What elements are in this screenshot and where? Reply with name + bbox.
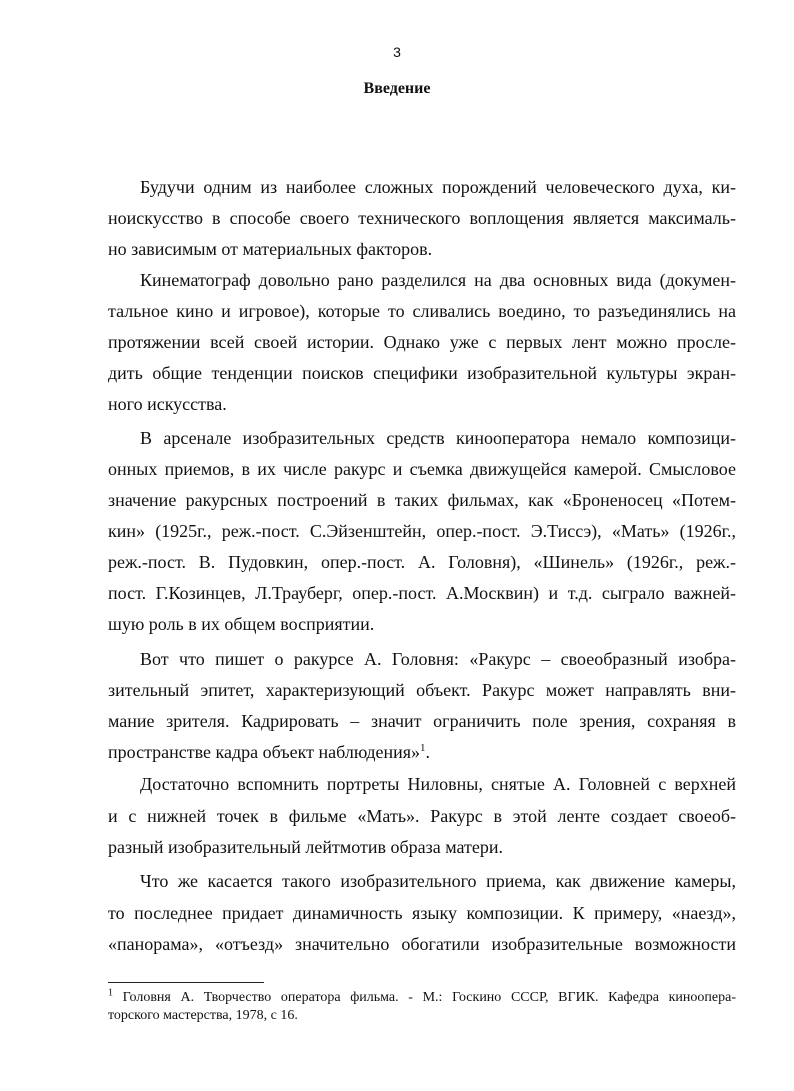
text-line: ноискусство в способе своего технического воплощения является максималь- — [108, 208, 736, 228]
text-line: В арсенале изобразительных средств кинооператора немало композици- — [140, 428, 736, 448]
page-number: 3 — [393, 44, 401, 60]
text-line: пост. Г.Козинцев, Л.Трауберг, опер.-пост. А.Москвин) и т.д. сыграло важней- — [108, 583, 736, 603]
text-line-end: . — [425, 742, 431, 762]
text-line: онных приемов, в их числе ракурс и съемка движущейся камерой. Смысловое — [108, 459, 736, 479]
text-line: и с нижней точек в фильме «Мать». Ракурс в этой ленте создает своеоб- — [108, 806, 736, 826]
text-line: протяжении всей своей истории. Однако уже с первых лент можно просле- — [108, 332, 736, 352]
text-line: Будучи одним из наиболее сложных порождений человеческого духа, ки- — [140, 177, 736, 197]
text-line: то последнее придает динамичность языку композиции. К примеру, «наезд», — [108, 903, 736, 923]
text-line: реж.-пост. В. Пудовкин, опер.-пост. А. Головня), «Шинель» (1926г., реж.- — [108, 552, 736, 572]
text-line-content: пространстве кадра объект наблюдения» — [108, 742, 421, 762]
text-line: ного искусства. — [108, 394, 227, 414]
text-line: мание зрителя. Кадрировать – значит ограничить поле зрения, сохраняя в — [108, 711, 736, 731]
text-line: кин» (1925г., реж.-пост. С.Эйзенштейн, опер.-пост. Э.Тиссэ), «Мать» (1926г., — [108, 521, 736, 541]
footnote-reference[interactable]: 1 — [420, 742, 426, 754]
text-line: Кинематограф довольно рано разделился на два основных вида (докумен- — [140, 270, 736, 290]
text-line: дить общие тенденции поисков специфики изобразительной культуры экран- — [108, 363, 736, 383]
text-line: разный изобразительный лейтмотив образа матери. — [108, 837, 504, 857]
text-line: Достаточно вспомнить портреты Ниловны, снятые А. Головней с верхней — [140, 774, 736, 794]
footnote-separator — [108, 982, 264, 983]
footnote-text: Головня А. Творчество оператора фильма. - М.: Госкино СССР, ВГИК. Кафедра кинoопера- — [122, 990, 736, 1005]
text-line: Вот что пишет о ракурсе А. Головня: «Ракурс – своеобразный изобра- — [140, 649, 736, 669]
text-line — [108, 741, 736, 763]
text-line: значение ракурсных построений в таких фильмах, как «Броненосец «Потем- — [108, 490, 736, 510]
text-line: Что же касается такого изобразительного приема, как движение камеры, — [140, 871, 736, 891]
text-line: шую роль в их общем восприятии. — [108, 614, 375, 634]
footnote-line: торского мастерства, 1978, с 16. — [108, 1008, 298, 1023]
page-title: Введение — [363, 80, 431, 97]
text-line: зительный эпитет, характеризующий объект. Ракурс может направлять вни- — [108, 680, 736, 700]
footnote-marker: 1 — [108, 987, 113, 999]
text-line: «панорама», «отъезд» значительно обогатили изобразительные возможности — [108, 934, 736, 954]
text-line: тальное кино и игровое), которые то сливались воедино, то разъединялись на — [108, 301, 736, 321]
footnote-line — [108, 989, 736, 1007]
text-line: но зависимым от материальных факторов. — [108, 239, 433, 259]
